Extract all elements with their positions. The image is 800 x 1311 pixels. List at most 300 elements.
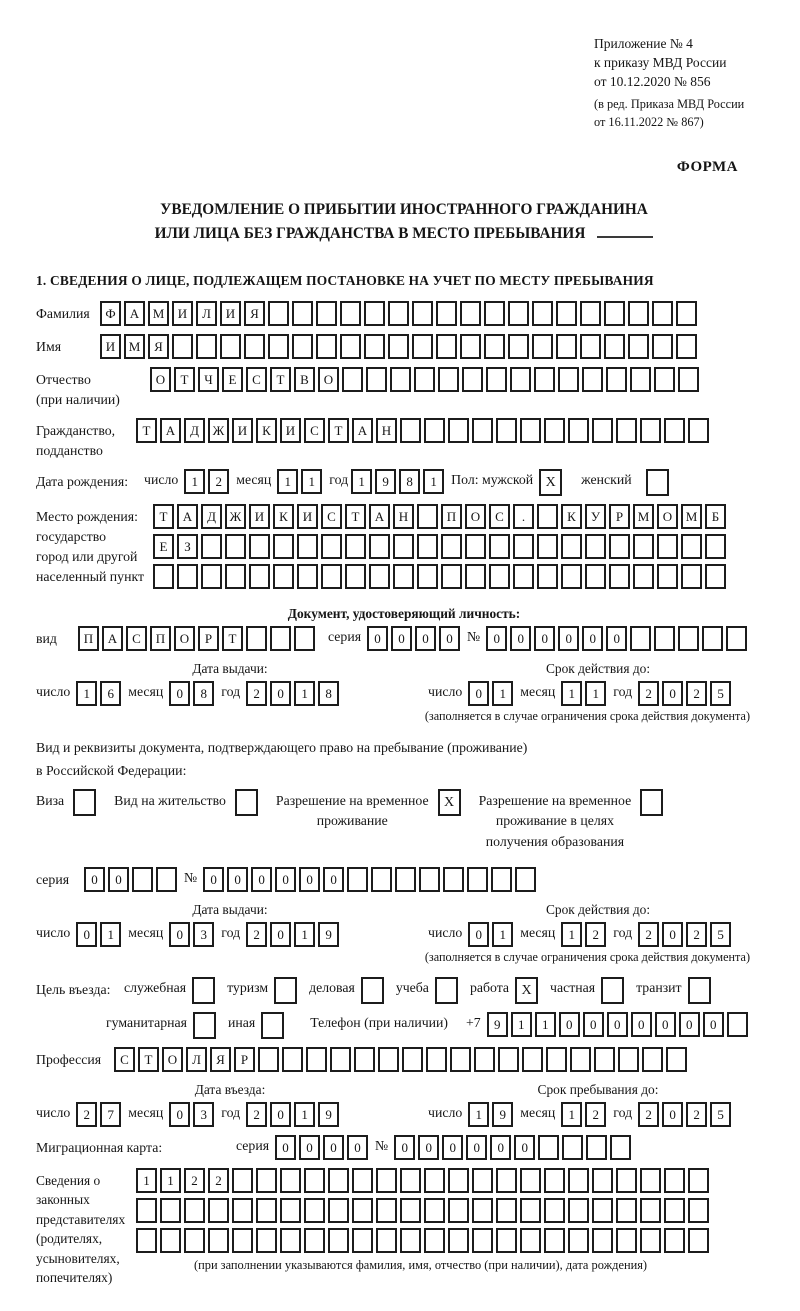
form-cell[interactable] [342,367,363,392]
form-cell[interactable]: А [124,301,145,326]
form-cell[interactable]: Т [138,1047,159,1072]
form-cell[interactable] [676,301,697,326]
checkbox[interactable] [361,977,384,1004]
form-cell[interactable]: 0 [582,626,603,651]
form-cell[interactable] [160,1198,181,1223]
form-cell[interactable] [508,301,529,326]
form-cell[interactable] [249,534,270,559]
form-cell[interactable] [654,367,675,392]
form-cell[interactable] [417,534,438,559]
form-cell[interactable] [467,867,488,892]
form-cell[interactable] [249,564,270,589]
form-cell[interactable]: Е [153,534,174,559]
form-cell[interactable]: 2 [184,1168,205,1193]
form-cell[interactable] [273,534,294,559]
form-cell[interactable] [561,564,582,589]
form-cell[interactable] [544,1228,565,1253]
form-cell[interactable]: 1 [76,681,97,706]
checkbox[interactable]: X [515,977,538,1004]
form-cell[interactable]: 1 [423,469,444,494]
form-cell[interactable] [688,1168,709,1193]
form-cell[interactable] [376,1228,397,1253]
form-cell[interactable]: 0 [662,922,683,947]
form-cell[interactable]: 1 [561,922,582,947]
form-cell[interactable] [702,626,723,651]
form-cell[interactable]: 2 [686,681,707,706]
form-cell[interactable] [371,867,392,892]
form-cell[interactable]: 1 [561,1102,582,1127]
checkbox[interactable] [235,789,258,816]
form-cell[interactable]: Т [174,367,195,392]
form-cell[interactable] [273,564,294,589]
form-cell[interactable]: 1 [492,922,513,947]
form-cell[interactable] [513,564,534,589]
form-cell[interactable]: 0 [510,626,531,651]
form-cell[interactable] [520,1168,541,1193]
form-cell[interactable]: С [126,626,147,651]
checkbox[interactable] [640,789,663,816]
form-cell[interactable]: 0 [418,1135,439,1160]
form-cell[interactable] [448,1228,469,1253]
form-cell[interactable] [256,1228,277,1253]
form-cell[interactable]: 2 [246,922,267,947]
form-cell[interactable] [633,564,654,589]
form-cell[interactable]: 1 [160,1168,181,1193]
form-cell[interactable] [424,1228,445,1253]
form-cell[interactable]: О [150,367,171,392]
form-cell[interactable] [369,534,390,559]
form-cell[interactable]: 2 [638,681,659,706]
form-cell[interactable]: Я [210,1047,231,1072]
sex-male-checkbox[interactable]: X [539,469,562,496]
form-cell[interactable]: 0 [655,1012,676,1037]
form-cell[interactable] [376,1168,397,1193]
form-cell[interactable] [664,1228,685,1253]
form-cell[interactable] [585,564,606,589]
form-cell[interactable]: О [162,1047,183,1072]
form-cell[interactable] [616,1228,637,1253]
form-cell[interactable]: Ч [198,367,219,392]
form-cell[interactable] [491,867,512,892]
form-cell[interactable]: И [232,418,253,443]
form-cell[interactable]: 0 [108,867,129,892]
form-cell[interactable] [280,1228,301,1253]
form-cell[interactable] [460,301,481,326]
form-cell[interactable] [292,301,313,326]
form-cell[interactable]: 1 [184,469,205,494]
form-cell[interactable] [153,564,174,589]
form-cell[interactable] [340,334,361,359]
checkbox[interactable] [73,789,96,816]
form-cell[interactable]: И [220,301,241,326]
form-cell[interactable]: 7 [100,1102,121,1127]
form-cell[interactable] [474,1047,495,1072]
form-cell[interactable] [328,1228,349,1253]
form-cell[interactable]: 1 [492,681,513,706]
form-cell[interactable] [400,1168,421,1193]
form-cell[interactable] [400,1228,421,1253]
form-cell[interactable] [664,1168,685,1193]
form-cell[interactable] [388,334,409,359]
form-cell[interactable] [678,367,699,392]
form-cell[interactable] [364,334,385,359]
form-cell[interactable]: Т [136,418,157,443]
form-cell[interactable]: Н [393,504,414,529]
form-cell[interactable]: 0 [468,922,489,947]
form-cell[interactable]: С [489,504,510,529]
form-cell[interactable]: 3 [193,1102,214,1127]
form-cell[interactable] [395,867,416,892]
form-cell[interactable] [630,626,651,651]
form-cell[interactable] [664,418,685,443]
form-cell[interactable] [321,534,342,559]
form-cell[interactable]: 0 [703,1012,724,1037]
form-cell[interactable] [448,418,469,443]
form-cell[interactable] [196,334,217,359]
form-cell[interactable] [496,1168,517,1193]
form-cell[interactable]: С [321,504,342,529]
form-cell[interactable] [441,534,462,559]
form-cell[interactable]: Н [376,418,397,443]
form-cell[interactable] [132,867,153,892]
checkbox[interactable] [261,1012,284,1039]
form-cell[interactable] [419,867,440,892]
form-cell[interactable] [369,564,390,589]
form-cell[interactable] [393,564,414,589]
form-cell[interactable]: 2 [585,1102,606,1127]
checkbox[interactable] [435,977,458,1004]
form-cell[interactable] [304,1198,325,1223]
form-cell[interactable] [616,418,637,443]
form-cell[interactable] [306,1047,327,1072]
form-cell[interactable] [414,367,435,392]
form-cell[interactable]: 2 [246,1102,267,1127]
form-cell[interactable] [513,534,534,559]
form-cell[interactable] [297,564,318,589]
form-cell[interactable]: В [294,367,315,392]
checkbox[interactable] [274,977,297,1004]
form-cell[interactable]: А [177,504,198,529]
form-cell[interactable] [594,1047,615,1072]
form-cell[interactable] [438,367,459,392]
form-cell[interactable]: 0 [415,626,436,651]
form-cell[interactable] [515,867,536,892]
form-cell[interactable] [604,301,625,326]
form-cell[interactable] [688,1228,709,1253]
form-cell[interactable]: Т [345,504,366,529]
form-cell[interactable] [232,1198,253,1223]
form-cell[interactable] [580,301,601,326]
form-cell[interactable]: 0 [607,1012,628,1037]
form-cell[interactable] [388,301,409,326]
form-cell[interactable] [184,1198,205,1223]
form-cell[interactable] [450,1047,471,1072]
form-cell[interactable] [522,1047,543,1072]
form-cell[interactable]: 0 [275,867,296,892]
form-cell[interactable] [484,334,505,359]
form-cell[interactable] [400,1198,421,1223]
form-cell[interactable] [537,504,558,529]
form-cell[interactable]: 0 [169,922,190,947]
form-cell[interactable]: Т [328,418,349,443]
form-cell[interactable] [462,367,483,392]
form-cell[interactable] [546,1047,567,1072]
form-cell[interactable]: 0 [367,626,388,651]
form-cell[interactable]: И [297,504,318,529]
form-cell[interactable]: 1 [301,469,322,494]
form-cell[interactable] [496,418,517,443]
form-cell[interactable]: О [465,504,486,529]
form-cell[interactable] [489,564,510,589]
form-cell[interactable]: 0 [299,867,320,892]
form-cell[interactable] [681,564,702,589]
form-cell[interactable]: 5 [710,1102,731,1127]
form-cell[interactable] [580,334,601,359]
form-cell[interactable]: 0 [439,626,460,651]
form-cell[interactable]: Р [198,626,219,651]
form-cell[interactable] [443,867,464,892]
form-cell[interactable] [570,1047,591,1072]
form-cell[interactable]: 8 [399,469,420,494]
form-cell[interactable]: А [160,418,181,443]
form-cell[interactable]: 0 [76,922,97,947]
form-cell[interactable] [330,1047,351,1072]
form-cell[interactable] [568,1168,589,1193]
form-cell[interactable] [534,367,555,392]
form-cell[interactable]: Т [153,504,174,529]
form-cell[interactable] [628,334,649,359]
form-cell[interactable] [390,367,411,392]
form-cell[interactable] [472,1168,493,1193]
form-cell[interactable]: 0 [84,867,105,892]
form-cell[interactable] [208,1198,229,1223]
form-cell[interactable]: 9 [487,1012,508,1037]
form-cell[interactable] [657,564,678,589]
form-cell[interactable] [652,334,673,359]
form-cell[interactable] [642,1047,663,1072]
form-cell[interactable]: 0 [275,1135,296,1160]
form-cell[interactable]: 0 [486,626,507,651]
form-cell[interactable]: 3 [193,922,214,947]
form-cell[interactable]: К [256,418,277,443]
form-cell[interactable] [556,334,577,359]
form-cell[interactable] [304,1168,325,1193]
form-cell[interactable]: 0 [323,867,344,892]
checkbox[interactable] [601,977,624,1004]
form-cell[interactable] [256,1198,277,1223]
form-cell[interactable] [328,1168,349,1193]
form-cell[interactable] [376,1198,397,1223]
form-cell[interactable] [705,534,726,559]
sex-female-checkbox[interactable] [646,469,669,496]
form-cell[interactable] [544,418,565,443]
form-cell[interactable]: 0 [227,867,248,892]
form-cell[interactable] [616,1168,637,1193]
form-cell[interactable] [532,301,553,326]
form-cell[interactable] [417,564,438,589]
form-cell[interactable] [489,534,510,559]
form-cell[interactable]: 0 [631,1012,652,1037]
form-cell[interactable] [585,534,606,559]
form-cell[interactable] [678,626,699,651]
form-cell[interactable]: 9 [375,469,396,494]
form-cell[interactable] [537,534,558,559]
form-cell[interactable]: 0 [606,626,627,651]
form-cell[interactable] [726,626,747,651]
form-cell[interactable] [294,626,315,651]
form-cell[interactable] [220,334,241,359]
form-cell[interactable] [246,626,267,651]
form-cell[interactable] [498,1047,519,1072]
form-cell[interactable] [424,1198,445,1223]
form-cell[interactable] [208,1228,229,1253]
form-cell[interactable]: 2 [686,922,707,947]
form-cell[interactable]: 2 [246,681,267,706]
form-cell[interactable]: Л [196,301,217,326]
form-cell[interactable] [316,334,337,359]
form-cell[interactable] [640,1228,661,1253]
form-cell[interactable]: 1 [277,469,298,494]
form-cell[interactable] [270,626,291,651]
form-cell[interactable] [424,1168,445,1193]
form-cell[interactable]: И [249,504,270,529]
form-cell[interactable]: Д [184,418,205,443]
form-cell[interactable]: Д [201,504,222,529]
form-cell[interactable]: 0 [662,681,683,706]
form-cell[interactable] [352,1228,373,1253]
form-cell[interactable]: Т [270,367,291,392]
form-cell[interactable] [297,534,318,559]
form-cell[interactable]: 0 [466,1135,487,1160]
form-cell[interactable]: 0 [558,626,579,651]
form-cell[interactable]: 0 [583,1012,604,1037]
form-cell[interactable]: 0 [662,1102,683,1127]
form-cell[interactable]: 1 [511,1012,532,1037]
form-cell[interactable] [292,334,313,359]
form-cell[interactable] [472,418,493,443]
form-cell[interactable] [676,334,697,359]
form-cell[interactable]: 2 [686,1102,707,1127]
form-cell[interactable]: 5 [710,681,731,706]
form-cell[interactable] [688,418,709,443]
form-cell[interactable] [412,301,433,326]
checkbox[interactable] [688,977,711,1004]
form-cell[interactable]: 0 [514,1135,535,1160]
form-cell[interactable] [364,301,385,326]
form-cell[interactable] [136,1198,157,1223]
form-cell[interactable] [640,1198,661,1223]
form-cell[interactable]: И [280,418,301,443]
form-cell[interactable] [496,1228,517,1253]
form-cell[interactable] [282,1047,303,1072]
form-cell[interactable] [640,418,661,443]
form-cell[interactable] [340,301,361,326]
form-cell[interactable] [460,334,481,359]
form-cell[interactable]: 2 [585,922,606,947]
form-cell[interactable]: П [78,626,99,651]
form-cell[interactable]: Р [234,1047,255,1072]
form-cell[interactable] [424,418,445,443]
form-cell[interactable] [705,564,726,589]
form-cell[interactable] [201,564,222,589]
form-cell[interactable]: 0 [347,1135,368,1160]
form-cell[interactable] [510,367,531,392]
form-cell[interactable] [568,1228,589,1253]
form-cell[interactable] [258,1047,279,1072]
form-cell[interactable] [256,1168,277,1193]
form-cell[interactable] [378,1047,399,1072]
form-cell[interactable]: 1 [535,1012,556,1037]
form-cell[interactable]: М [148,301,169,326]
form-cell[interactable]: О [174,626,195,651]
form-cell[interactable] [465,564,486,589]
form-cell[interactable] [156,867,177,892]
form-cell[interactable] [184,1228,205,1253]
form-cell[interactable]: Е [222,367,243,392]
form-cell[interactable]: 0 [442,1135,463,1160]
form-cell[interactable] [727,1012,748,1037]
form-cell[interactable]: 1 [100,922,121,947]
form-cell[interactable] [640,1168,661,1193]
form-cell[interactable] [532,334,553,359]
form-cell[interactable] [630,367,651,392]
form-cell[interactable]: 0 [468,681,489,706]
form-cell[interactable] [486,367,507,392]
form-cell[interactable]: М [124,334,145,359]
checkbox[interactable] [193,1012,216,1039]
form-cell[interactable] [520,1198,541,1223]
form-cell[interactable]: 0 [203,867,224,892]
form-cell[interactable]: 0 [679,1012,700,1037]
form-cell[interactable] [544,1168,565,1193]
form-cell[interactable] [328,1198,349,1223]
form-cell[interactable]: 1 [294,1102,315,1127]
form-cell[interactable] [472,1228,493,1253]
form-cell[interactable] [232,1168,253,1193]
form-cell[interactable]: 0 [323,1135,344,1160]
form-cell[interactable] [520,1228,541,1253]
form-cell[interactable] [484,301,505,326]
form-cell[interactable] [606,367,627,392]
form-cell[interactable]: Ж [208,418,229,443]
form-cell[interactable]: 1 [136,1168,157,1193]
form-cell[interactable] [681,534,702,559]
form-cell[interactable] [177,564,198,589]
form-cell[interactable]: М [681,504,702,529]
form-cell[interactable] [400,418,421,443]
form-cell[interactable] [633,534,654,559]
form-cell[interactable]: 0 [391,626,412,651]
form-cell[interactable]: 1 [561,681,582,706]
form-cell[interactable] [556,301,577,326]
form-cell[interactable]: С [246,367,267,392]
form-cell[interactable]: Б [705,504,726,529]
form-cell[interactable] [654,626,675,651]
form-cell[interactable] [347,867,368,892]
form-cell[interactable]: 9 [318,1102,339,1127]
form-cell[interactable]: П [150,626,171,651]
form-cell[interactable] [225,534,246,559]
form-cell[interactable]: 0 [299,1135,320,1160]
form-cell[interactable] [232,1228,253,1253]
form-cell[interactable]: У [585,504,606,529]
form-cell[interactable]: 0 [394,1135,415,1160]
form-cell[interactable]: 9 [492,1102,513,1127]
form-cell[interactable] [609,534,630,559]
form-cell[interactable]: 0 [169,681,190,706]
form-cell[interactable] [592,418,613,443]
form-cell[interactable] [304,1228,325,1253]
